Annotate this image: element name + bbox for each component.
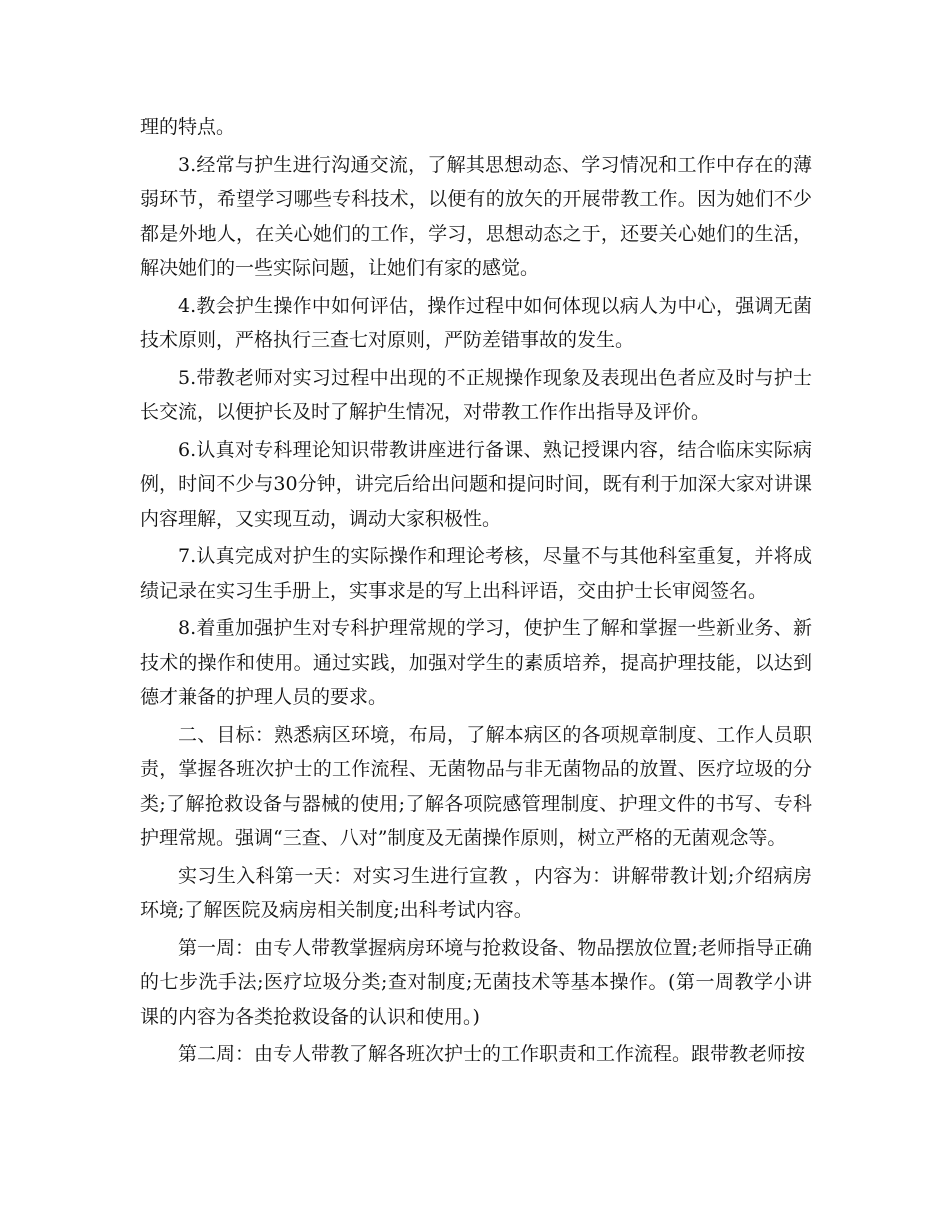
paragraph-item-4: 4.教会护生操作中如何评估，操作过程中如何体现以病人为中心，强调无菌技术原则，严格执行三查七对原则，严防差错事故的发生。: [140, 294, 812, 351]
paragraph-item-8: 8.着重加强护生对专科护理常规的学习，使护生了解和掌握一些新业务、新技术的操作和使用。通过实践，加强对学生的素质培养，提高护理技能，以达到德才兼备的护理人员的要求。: [140, 617, 812, 708]
document-body: [140, 110, 812, 1075]
paragraph-first-day: 实习生入科第一天：对实习生进行宣教 ，内容为：讲解带教计划;介绍病房环境;了解医院及病房相关制度;出科考试内容。: [140, 864, 812, 921]
paragraph-item-7: 7.认真完成对护生的实际操作和理论考核，尽量不与其他科室重复，并将成绩记录在实习生手册上，实事求是的写上出科评语，交由护士长审阅签名。: [140, 545, 812, 602]
paragraph-continuation: 理的特点。: [140, 116, 236, 138]
paragraph-item-3: 3.经常与护生进行沟通交流，了解其思想动态、学习情况和工作中存在的薄弱环节，希望学习哪些专科技术，以便有的放矢的开展带教工作。因为她们不少都是外地人，在关心她们的工作，学习，思想动态之于，还要关心她们的生活，解决她们的一些实际问题，让她们有家的感觉。: [140, 153, 812, 279]
paragraph-section-2-goals: 二、目标：熟悉病区环境，布局，了解本病区的各项规章制度、工作人员职责，掌握各班次护士的工作流程、无菌物品与非无菌物品的放置、医疗垃圾的分类;了解抢救设备与器械的使用;了解各项院感管理制度、护理文件的书写、专科护理常规。强调“三查、八对”制度及无菌操作原则，树立严格的无菌观念等。: [140, 723, 812, 849]
paragraph-item-5: 5.带教老师对实习过程中出现的不正规操作现象及表现出色者应及时与护士长交流，以便护长及时了解护生情况，对带教工作作出指导及评价。: [140, 366, 812, 423]
paragraph-item-6: 6.认真对专科理论知识带教讲座进行备课、熟记授课内容，结合临床实际病例，时间不少与30分钟，讲完后给出问题和提问时间，既有利于加深大家对讲课内容理解，又实现互动，调动大家积极性。: [140, 438, 812, 530]
paragraph-week-2: 第二周：由专人带教了解各班次护士的工作职责和工作流程。跟带教老师按: [178, 1043, 806, 1065]
paragraph-week-1: 第一周：由专人带教掌握病房环境与抢救设备、物品摆放位置;老师指导正确的七步洗手法;医疗垃圾分类;查对制度;无菌技术等基本操作。(第一周教学小讲课的内容为各类抢救设备的认识和使用。): [140, 936, 812, 1028]
